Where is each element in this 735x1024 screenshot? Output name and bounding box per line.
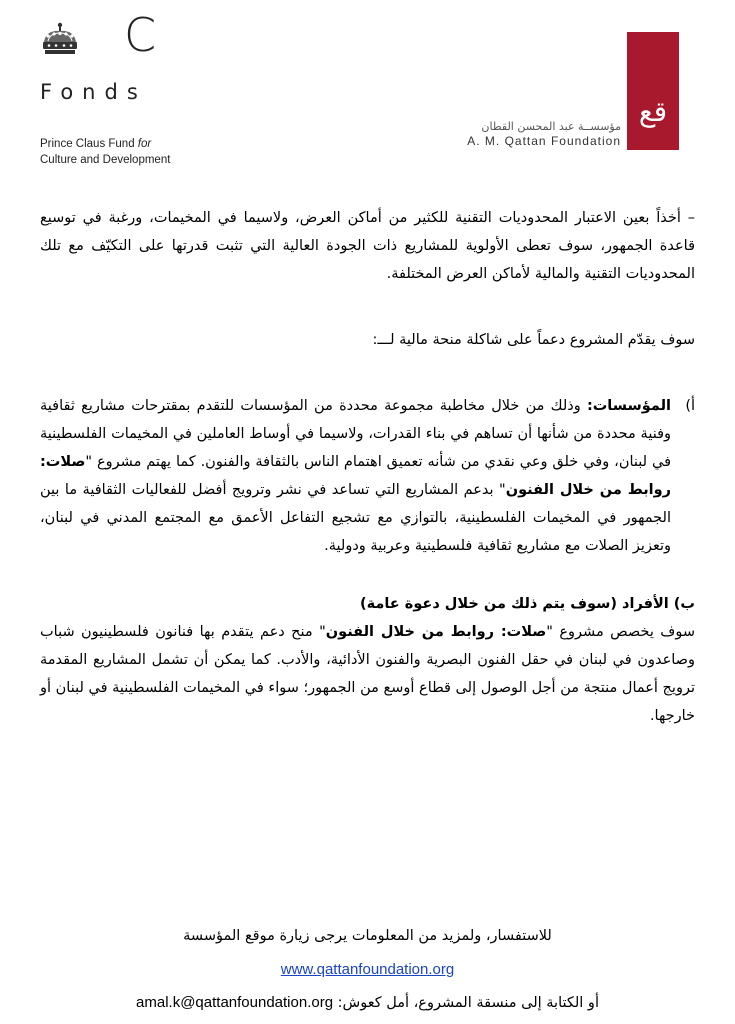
crown-icon xyxy=(40,22,80,58)
section-a-text1: وذلك من خلال مخاطبة مجموعة محددة من المؤسسات للتقدم بمقترحات مشاريع ثقافية وفنية محددة من شأنها أن تساهم في بناء القدرات، ولاسيما في أوساط العاملين في المخيمات الفلسطينية في لبنان، وفي خلق وعي نقدي من شأنه تعميق اهتمام الناس بالثقافة والفنون. كما يهتم مشروع " xyxy=(40,398,671,470)
website-link[interactable]: www.qattanfoundation.org xyxy=(280,961,455,978)
qattan-mark-glyph: قع xyxy=(638,95,668,128)
contact-text: أو الكتابة إلى منسقة المشروع، أمل كعوش: xyxy=(333,995,599,1011)
section-b-heading: ب) الأفراد (سوف يتم ذلك من خلال دعوة عامة) xyxy=(359,596,695,612)
section-a-marker: أ) xyxy=(685,398,695,414)
section-a-lead: المؤسسات: xyxy=(586,398,671,414)
section-b-text1: سوف يخصص مشروع " xyxy=(546,624,695,640)
email-address[interactable]: amal.k@qattanfoundation.org xyxy=(136,994,334,1011)
footer-info-line: للاستفسار، ولمزيد من المعلومات يرجى زيارة موقع المؤسسة xyxy=(183,928,552,944)
qattan-arabic-name: مؤسســة عبد المحسن القطان xyxy=(481,120,621,133)
logo-caption-line2: Culture and Development xyxy=(40,154,171,166)
prince-claus-fund-logo xyxy=(38,8,208,170)
footer-contact-line xyxy=(40,986,695,1019)
section-a-project-name: صلات: روابط من خلال الفنون xyxy=(40,454,672,498)
section-a-institutions xyxy=(40,392,695,560)
section-b-individuals xyxy=(40,618,695,730)
logo-letter-c: C xyxy=(124,8,157,62)
document-body xyxy=(40,204,695,792)
qattan-english-name: A. M. Qattan Foundation xyxy=(467,134,621,148)
qattan-foundation-logo xyxy=(419,32,679,150)
intro-line: سوف يقدّم المشروع دعماً على شاكلة منحة مالية لـــ: xyxy=(372,332,695,348)
qattan-mark xyxy=(627,32,679,150)
logo-wordmark-fonds: Fonds xyxy=(40,80,147,104)
section-a-text2: " بدعم المشاريع التي تساعد في نشر وترويج أفضل للفعاليات الثقافية ما بين الجمهور في المخيمات الفلسطينية، بالتوازي مع تشجيع التفاعل الأعمق مع المجتمع المدني في لبنان، وتعزيز الصلات مع مشاريع ثقافية فلسطينية وعربية ودولية. xyxy=(40,482,671,554)
footer-contact xyxy=(40,920,695,1019)
logo-caption-line1: Prince Claus Fund for xyxy=(40,138,152,150)
section-b-project-name: صلات: روابط من خلال الفنون xyxy=(325,624,547,640)
bullet-paragraph: – أخذاً بعين الاعتبار المحدوديات التقنية للكثير من أماكن العرض، ولاسيما في المخيمات، ورغبة في توسيع قاعدة الجمهور، سوف تعطى الأولوية للمشاريع ذات الجودة العالية التي تثبت قدرتها على التكيّف مع تلك المحدوديات التقنية والمالية لأماكن العرض المختلفة. xyxy=(40,210,695,282)
section-b-text2: " منح دعم يتقدم بها فنانون فلسطينيون شباب وصاعدون في لبنان في حقل الفنون البصرية والفنون الأدائية، والأدب. كما يمكن أن تشمل المشاريع المقدمة ترويج أعمال منتجة من أجل الوصول إلى قطاع أوسع من الجمهور؛ سواء في المخيمات الفلسطينية في لبنان أو خارجها. xyxy=(40,624,695,724)
